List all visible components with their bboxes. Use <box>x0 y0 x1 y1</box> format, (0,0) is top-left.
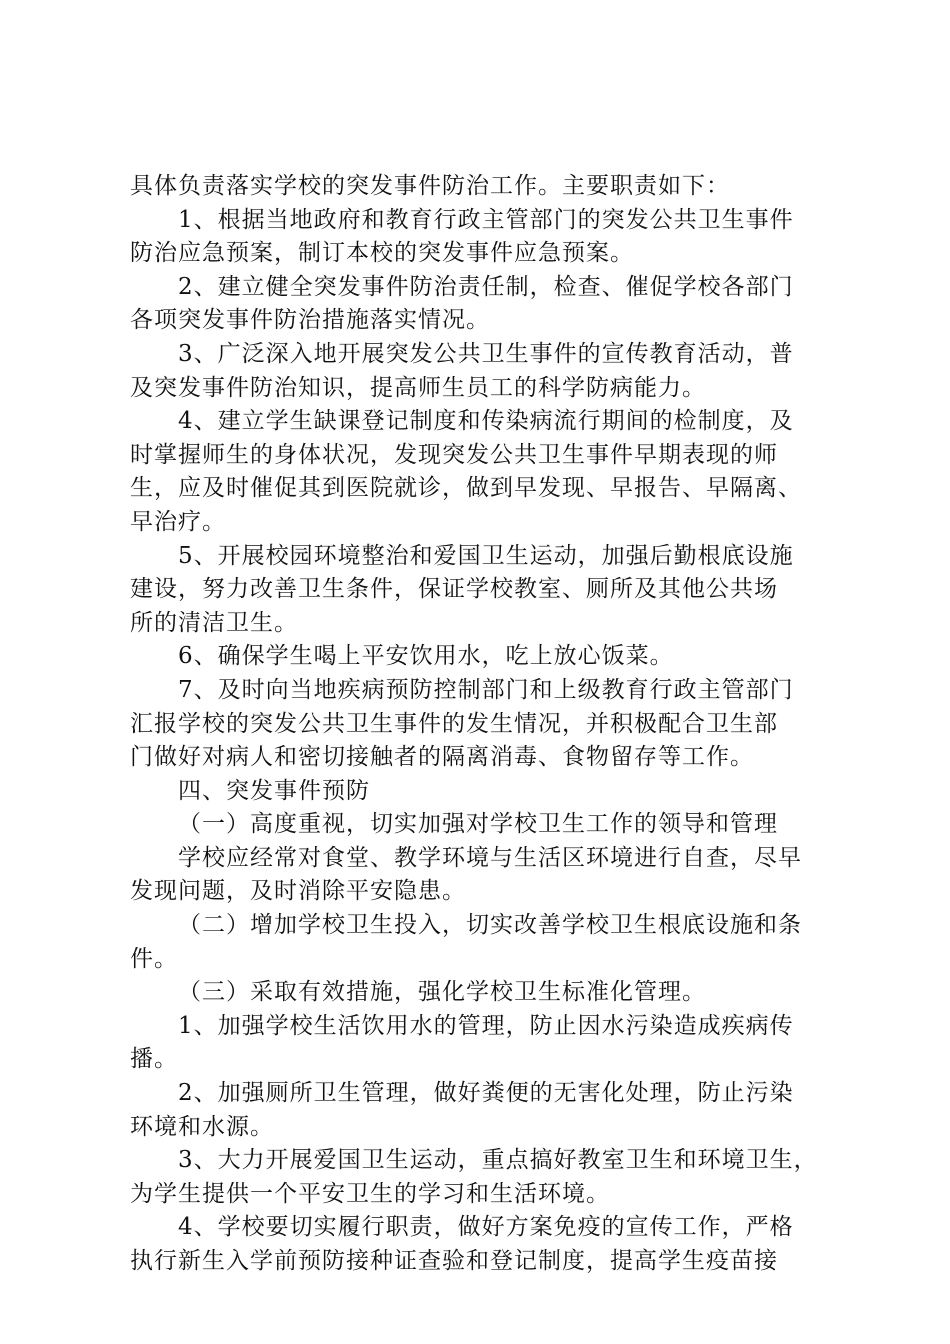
subsection-heading: （三）采取有效措施，强化学校卫生标准化管理。 <box>178 979 706 1006</box>
text-line: 件。 <box>130 945 178 972</box>
text-line: 2、建立健全突发事件防治责任制，检查、催促学校各部门 <box>178 273 794 300</box>
text-line: 防治应急预案，制订本校的突发事件应急预案。 <box>130 240 634 267</box>
text-line: 发现问题，及时消除平安隐患。 <box>130 878 466 905</box>
text-line: 4、建立学生缺课登记制度和传染病流行期间的检制度，及 <box>178 408 794 435</box>
text-line: 环境和水源。 <box>130 1113 274 1140</box>
text-line: 3、广泛深入地开展突发公共卫生事件的宣传教育活动，普 <box>178 340 794 367</box>
subsection-heading: （二）增加学校卫生投入，切实改善学校卫生根底设施和条 <box>178 912 802 939</box>
text-line: 具体负责落实学校的突发事件防治工作。主要职责如下： <box>130 173 730 199</box>
text-line: 汇报学校的突发公共卫生事件的发生情况，并积极配合卫生部 <box>130 710 778 737</box>
text-line: 5、开展校园环境整治和爱国卫生运动，加强后勤根底设施 <box>178 542 794 569</box>
text-line: 2、加强厕所卫生管理，做好粪便的无害化处理，防止污染 <box>178 1080 794 1107</box>
text-line: 门做好对病人和密切接触者的隔离消毒、食物留存等工作。 <box>130 744 754 771</box>
text-line: 生，应及时催促其到医院就诊，做到早发现、早报告、早隔离、 <box>130 475 802 502</box>
text-line: 早治疗。 <box>130 508 226 535</box>
text-line: 学校应经常对食堂、教学环境与生活区环境进行自查，尽早 <box>178 844 802 871</box>
text-line: 及突发事件防治知识，提高师生员工的科学防病能力。 <box>130 374 706 401</box>
text-line: 为学生提供一个平安卫生的学习和生活环境。 <box>130 1180 610 1207</box>
text-line: 6、确保学生喝上平安饮用水，吃上放心饭菜。 <box>178 643 674 670</box>
document-body <box>130 170 850 1279</box>
text-line: 3、大力开展爱国卫生运动，重点搞好教室卫生和环境卫生， <box>178 1147 818 1174</box>
text-line: 7、及时向当地疾病预防控制部门和上级教育行政主管部门 <box>178 676 794 703</box>
section-heading: 四、突发事件预防 <box>178 777 370 804</box>
text-line: 1、根据当地政府和教育行政主管部门的突发公共卫生事件 <box>178 206 794 233</box>
subsection-heading: （一）高度重视，切实加强对学校卫生工作的领导和管理 <box>178 811 778 838</box>
text-line: 播。 <box>130 1046 178 1073</box>
text-line: 各项突发事件防治措施落实情况。 <box>130 307 490 334</box>
text-line: 时掌握师生的身体状况，发现突发公共卫生事件早期表现的师 <box>130 441 778 468</box>
text-line: 执行新生入学前预防接种证查验和登记制度，提高学生疫苗接 <box>130 1248 778 1274</box>
text-line: 建设，努力改善卫生条件，保证学校教室、厕所及其他公共场 <box>130 576 778 603</box>
text-line: 所的清洁卫生。 <box>130 609 298 636</box>
text-line: 4、学校要切实履行职责，做好方案免疫的宣传工作，严格 <box>178 1214 794 1241</box>
text-line: 1、加强学校生活饮用水的管理，防止因水污染造成疾病传 <box>178 1012 794 1039</box>
